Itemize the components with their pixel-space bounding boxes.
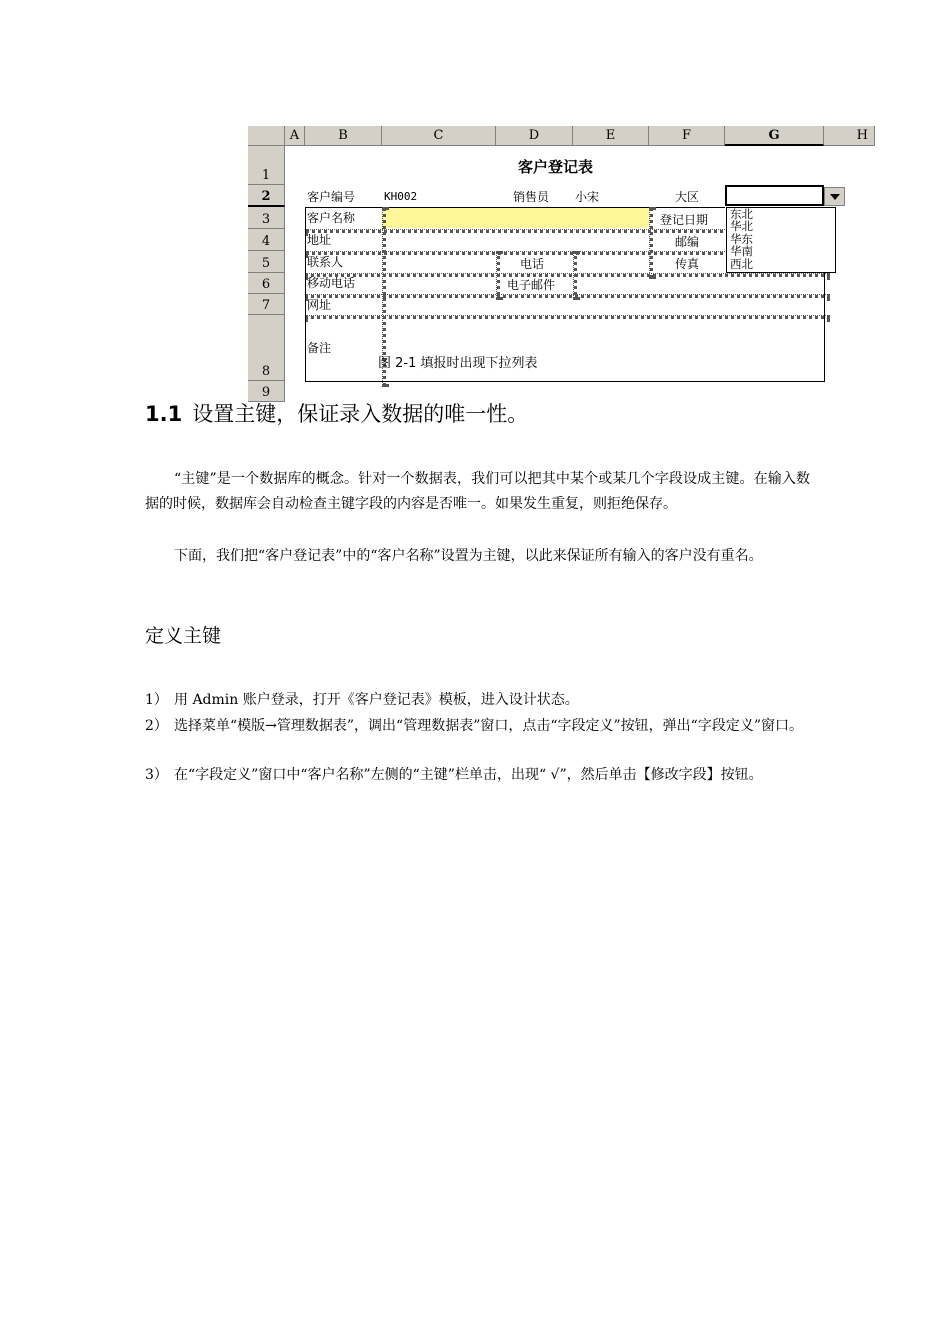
step-text: 用 Admin 账户登录，打开《客户登记表》模板，进入设计状态。 (174, 692, 579, 708)
column-header-e[interactable]: E (573, 126, 649, 146)
column-header-h[interactable]: H (824, 126, 875, 146)
website-label: 网址 (307, 298, 332, 312)
row-header-9[interactable]: 9 (248, 381, 285, 402)
region-label: 大区 (675, 190, 700, 204)
postcode-label: 邮编 (675, 235, 700, 249)
salesperson-label: 销售员 (513, 190, 550, 204)
row-header-2[interactable]: 2 (248, 185, 285, 207)
step-1 (145, 688, 810, 713)
column-header-c[interactable]: C (382, 126, 496, 146)
salesperson-value[interactable]: 小宋 (575, 190, 600, 204)
subheading-define-key: 定义主键 (145, 625, 222, 647)
column-header-f[interactable]: F (649, 126, 725, 146)
row-header-8[interactable]: 8 (248, 315, 285, 381)
step-number: 2） (145, 718, 168, 734)
step-text: 在“字段定义”窗口中“客户名称”左侧的“主键”栏单击，出现“ √”，然后单击【修改字段】按钮。 (174, 767, 763, 783)
spreadsheet-figure (248, 126, 875, 402)
row-header-6[interactable]: 6 (248, 273, 285, 294)
email-label: 电子邮件 (507, 278, 556, 292)
column-header-g[interactable]: G (725, 126, 824, 146)
paragraph-intro: 下面，我们把“客户登记表”中的“客户名称”设置为主键，以此来保证所有输入的客户没有重名。 (174, 548, 763, 564)
section-heading (145, 398, 528, 428)
dropdown-arrow-button[interactable] (824, 187, 845, 206)
step-2 (145, 714, 810, 739)
column-header-d[interactable]: D (496, 126, 573, 146)
dropdown-option-huadong[interactable]: 华东 (730, 231, 753, 246)
fax-label: 传真 (675, 257, 700, 271)
region-dropdown-list (726, 207, 836, 273)
step-number: 1） (145, 692, 168, 708)
section-number: 1.1 (145, 402, 183, 426)
region-active-cell[interactable] (725, 185, 824, 206)
remarks-label: 备注 (307, 341, 332, 355)
dropdown-option-huabei[interactable]: 华北 (730, 219, 753, 234)
customer-name-label: 客户名称 (307, 211, 356, 225)
step-number: 3） (145, 767, 168, 783)
row-header-1[interactable]: 1 (248, 146, 285, 185)
paragraph-primary-key: “主键”是一个数据库的概念。针对一个数据表，我们可以把其中某个或某几个字段设成主键。在输入数据的时候，数据库会自动检查主键字段的内容是否唯一。如果发生重复，则拒绝保存。 (145, 471, 810, 512)
chevron-down-icon (830, 194, 840, 200)
dropdown-option-dongbei[interactable]: 东北 (730, 207, 753, 221)
customer-name-input[interactable] (382, 208, 649, 228)
address-label: 地址 (307, 233, 332, 247)
register-date-label: 登记日期 (660, 213, 709, 227)
sheet-title: 客户登记表 (518, 158, 594, 176)
step-text: 选择菜单“模版→管理数据表”，调出“管理数据表”窗口，点击“字段定义”按钮，弹出“字段定义”窗口。 (174, 718, 803, 734)
dropdown-option-xibei[interactable]: 西北 (730, 256, 753, 271)
section-title: 设置主键，保证录入数据的唯一性。 (192, 402, 529, 426)
row-header-3[interactable]: 3 (248, 207, 285, 229)
dropdown-option-huanan[interactable]: 华南 (730, 244, 753, 259)
row-header-5[interactable]: 5 (248, 251, 285, 273)
phone-label: 电话 (520, 257, 545, 271)
column-header-b[interactable]: B (305, 126, 382, 146)
select-all-corner[interactable] (248, 126, 285, 146)
row-header-7[interactable]: 7 (248, 294, 285, 315)
customer-no-value[interactable]: KH002 (384, 190, 418, 203)
mobile-label: 移动电话 (307, 276, 356, 290)
contact-label: 联系人 (307, 255, 344, 269)
customer-no-label: 客户编号 (307, 190, 356, 204)
step-3 (145, 763, 810, 788)
figure-caption: 图 2-1 填报时出现下拉列表 (378, 356, 538, 371)
row-header-4[interactable]: 4 (248, 229, 285, 251)
column-header-a[interactable]: A (285, 126, 305, 146)
